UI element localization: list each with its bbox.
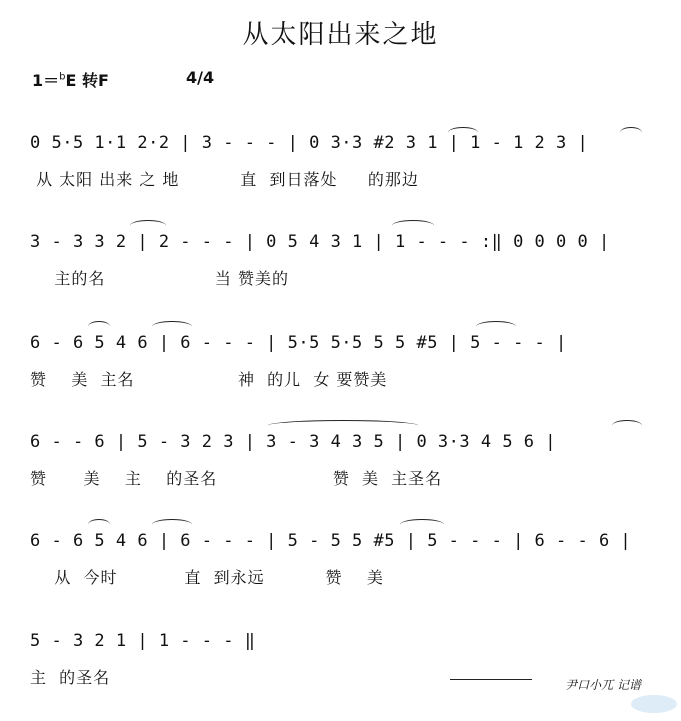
notes-line-1: 0 5·5 1·1 2·2 | 3 - - - | 0 3·3 #2 3 1 | 1 - 1 2 3 | xyxy=(30,133,589,153)
lyrics-line-5: 从 今时 直 到永远 赞 美 xyxy=(30,568,384,587)
notes-line-3: 6 - 6 5 4 6 | 6 - - - | 5·5 5·5 5 5 #5 | 5 - - - | xyxy=(30,333,567,353)
key-rest: E 转F xyxy=(65,71,109,90)
lyrics-line-2: 主的名 当 赞美的 xyxy=(30,269,289,288)
watermark-logo xyxy=(631,695,677,713)
notes-line-2: 3 - 3 3 2 | 2 - - - | 0 5 4 3 1 | 1 - - - :‖ 0 0 0 0 | xyxy=(30,232,610,252)
notes-line-4: 6 - - 6 | 5 - 3 2 3 | 3 - 3 4 3 5 | 0 3·3 4 5 6 | xyxy=(30,432,557,452)
notes-line-6: 5 - 3 2 1 | 1 - - - ‖ xyxy=(30,631,256,651)
score-line-1 xyxy=(0,133,681,223)
score-line-4 xyxy=(0,432,681,522)
score-line-3 xyxy=(0,333,681,423)
lyrics-line-3: 赞 美 主名 神 的儿 女 要赞美 xyxy=(30,370,388,389)
transcriber-signature: 尹口小兀 记谱 xyxy=(565,678,641,692)
key-signature xyxy=(32,68,109,91)
score-line-2 xyxy=(0,232,681,322)
key-prefix: 1＝ xyxy=(32,71,60,90)
song-title: 从太阳出来之地 xyxy=(242,20,439,50)
signature-line xyxy=(450,679,532,680)
lyrics-line-4: 赞 美 主 的圣名 赞 美 主圣名 xyxy=(30,469,443,488)
notes-line-5: 6 - 6 5 4 6 | 6 - - - | 5 - 5 5 #5 | 5 - - - | 6 - - 6 | xyxy=(30,531,632,551)
key-flat: b xyxy=(59,71,66,83)
lyrics-line-1: 从 太阳 出来 之 地 直 到日落处 的那边 xyxy=(30,170,419,189)
lyrics-line-6: 主 的圣名 xyxy=(30,668,111,687)
score-line-5 xyxy=(0,531,681,621)
time-signature: 4/4 xyxy=(186,68,215,87)
